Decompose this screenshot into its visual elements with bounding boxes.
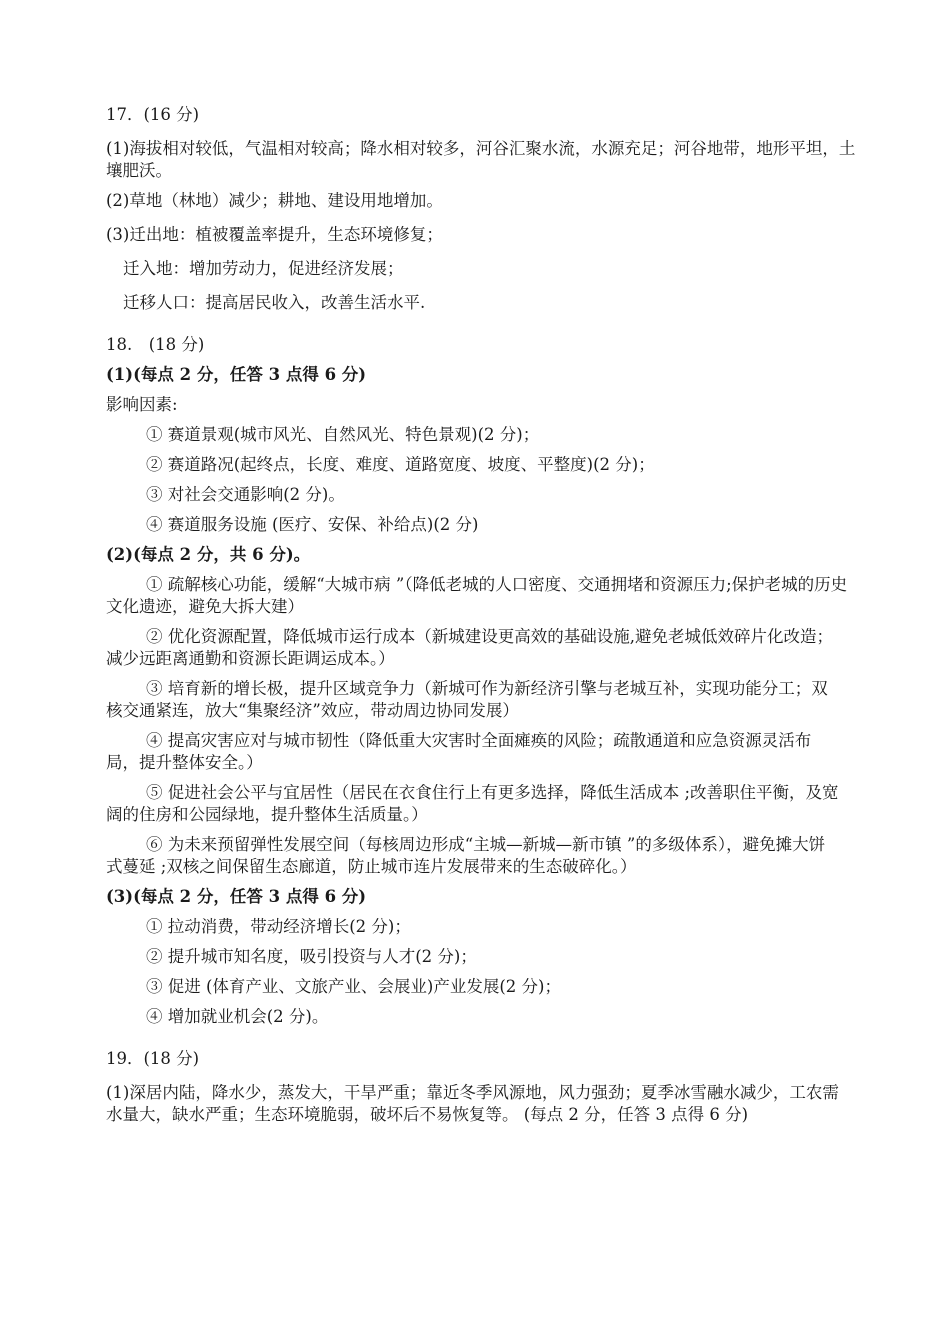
q18-part1-heading: (1)(每点 2 分，任答 3 点得 6 分) — [106, 365, 367, 384]
q18-part2-item-4: ④ 提高灾害应对与城市韧性（降低重大灾害时全面瘫痪的风险；疏散通道和应急资源灵活布局，提升整体安全。） — [106, 731, 812, 772]
q19-answer-1: (1)深居内陆，降水少，蒸发大，干旱严重；靠近冬季风源地，风力强劲；夏季冰雪融水减少，工农需水量大，缺水严重；生态环境脆弱，破坏后不易恢复等。 (每点 2 分，任答 3 点得 6 分) — [106, 1083, 839, 1124]
q18-part1-item-2: ② 赛道路况(起终点，长度、难度、道路宽度、坡度、平整度)(2 分)； — [146, 455, 655, 474]
q18-part2-heading: (2)(每点 2 分，共 6 分)。 — [106, 545, 311, 564]
q17-answer-3-line-1: (3)迁出地：植被覆盖率提升，生态环境修复； — [106, 225, 443, 244]
q18-part1-item-4: ④ 赛道服务设施 (医疗、安保、补给点)(2 分) — [146, 515, 479, 534]
q17-answer-3-line-3: 迁移人口：提高居民收入，改善生活水平. — [123, 293, 426, 312]
q17-title: 17．(16 分) — [106, 105, 200, 124]
q18-part1-item-1: ① 赛道景观(城市风光、自然风光、特色景观)(2 分)； — [146, 425, 540, 444]
q19-title: 19．(18 分) — [106, 1049, 200, 1068]
q18-part3-item-1: ① 拉动消费，带动经济增长(2 分)； — [146, 917, 411, 936]
q18-part3-heading: (3)(每点 2 分，任答 3 点得 6 分) — [106, 887, 367, 906]
q17-answer-1: (1)海拔相对较低，气温相对较高；降水相对较多，河谷汇聚水流，水源充足；河谷地带，地形平坦，土壤肥沃。 — [106, 139, 856, 180]
q18-part3-item-3: ③ 促进 (体育产业、文旅产业、会展业)产业发展(2 分)； — [146, 977, 561, 996]
q18-part1-subheading: 影响因素: — [106, 395, 178, 414]
q18-part2-item-6: ⑥ 为未来预留弹性发展空间（每核周边形成“主城—新城—新市镇 ”的多级体系），避免摊大饼式蔓延 ;双核之间保留生态廊道，防止城市连片发展带来的生态破碎化。） — [106, 835, 826, 876]
q18-title: 18. (18 分) — [106, 335, 205, 354]
q18-part2-item-3: ③ 培育新的增长极，提升区域竞争力（新城可作为新经济引擎与老城互补，实现功能分工；双核交通紧连，放大“集聚经济”效应，带动周边协同发展） — [106, 679, 828, 720]
q18-part2-item-1: ① 疏解核心功能，缓解“大城市病 ”（降低老城的人口密度、交通拥堵和资源压力;保护老城的历史文化遗迹，避免大拆大建） — [106, 575, 848, 616]
answer-page — [106, 104, 866, 1126]
q18-part3-item-2: ② 提升城市知名度，吸引投资与人才(2 分)； — [146, 947, 477, 966]
q18-part1-item-3: ③ 对社会交通影响(2 分)。 — [146, 485, 345, 504]
q18-part2-item-2: ② 优化资源配置，降低城市运行成本（新城建设更高效的基础设施,避免老城低效碎片化改造；减少远距离通勤和资源长距调运成本。） — [106, 627, 833, 668]
q17-answer-2: (2)草地（林地）减少；耕地、建设用地增加。 — [106, 191, 443, 210]
q18-part3-item-4: ④ 增加就业机会(2 分)。 — [146, 1007, 329, 1026]
q18-part2-item-5: ⑤ 促进社会公平与宜居性（居民在衣食住行上有更多选择，降低生活成本 ;改善职住平衡，及宽阔的住房和公园绿地，提升整体生活质量。） — [106, 783, 839, 824]
q17-answer-3-line-2: 迁入地：增加劳动力，促进经济发展； — [123, 259, 404, 278]
